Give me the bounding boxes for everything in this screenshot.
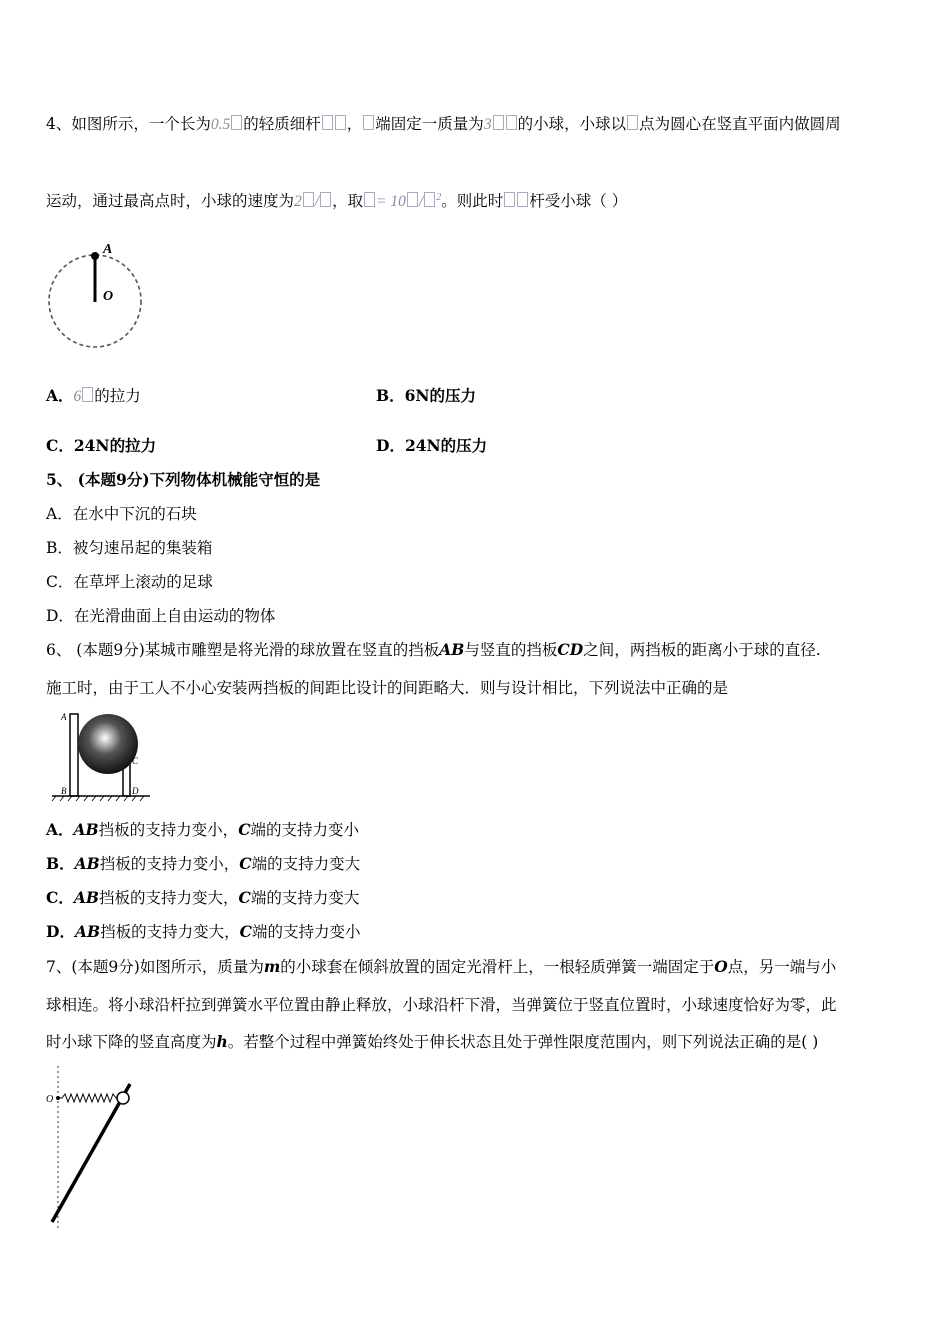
q5-option-d[interactable]: D．在光滑曲面上自由运动的物体 [46,607,276,625]
unit-box [82,387,93,402]
q5-header: 5、 (本题9分)下列物体机械能守恒的是 [46,470,321,489]
q7-o: O [714,957,728,976]
option-label: B． [46,854,75,873]
q7-line3 [46,1032,818,1052]
q5-option-a[interactable]: A．在水中下沉的石块 [46,505,197,523]
q4-slash: / [314,193,320,210]
q4-option-a[interactable] [46,386,141,407]
q6-option-a[interactable] [46,820,359,840]
q6-line2: 施工时，由于工人不小心安装两挡板的间距比设计的间距略大．则与设计相比，下列说法中正确的是 [46,679,729,697]
label-O: O [103,289,114,304]
q4-number: 4、 [46,115,72,133]
option-text: 端的支持力变大 [250,889,360,907]
option-label: D． [46,922,75,941]
unit-box [335,115,346,130]
option-text: 挡板的支持力变大， [98,889,239,907]
q6-text: 之间，两挡板的距离小于球的直径. [583,641,821,659]
q4-mass: 3 [483,116,492,133]
q7-h: h [216,1032,228,1051]
unit-box [320,192,331,207]
label-C: C [132,756,139,766]
q7-text: 7、(本题9分)如图所示，质量为 [46,958,264,976]
unit-box [303,192,314,207]
option-text: 挡板的支持力变小， [98,821,239,839]
option-text: 挡板的支持力变大， [100,923,240,941]
unit-box [517,192,528,207]
q7-line1 [46,957,836,977]
q7-text: 点，另一端与小 [727,958,837,976]
q4-circle-figure [40,236,150,356]
q6-figure [48,704,158,804]
option-ab: AB [74,854,100,873]
q4-line1 [46,114,841,135]
rod [52,1084,130,1222]
unit-box [407,192,418,207]
ball [91,252,99,260]
unit-box [364,192,375,207]
q6-cd: CD [557,640,584,659]
option-label: C． [46,888,74,907]
q4-line2: 运动，通过最高点时，小球的速度为2 / ，取 = 10 / $^2$。则此时 杆受小球（ ） [46,192,628,210]
q4-text: 杆受小球（ ） [529,192,628,210]
q4-option-b[interactable]: B．6N的压力 [376,386,477,405]
unit-box [424,192,435,207]
q6-text: 6、 (本题9分)某城市雕塑是将光滑的球放置在竖直的挡板 [46,641,440,659]
label-B: B [61,786,67,796]
ball [117,1092,129,1104]
q4-length: 0.5 [210,116,231,133]
q6-ab: AB [439,640,465,659]
option-text: 端的支持力变大 [251,855,361,873]
pivot-O [56,1096,60,1100]
q5-option-b[interactable]: B．被匀速吊起的集装箱 [46,539,213,557]
q4-option-d[interactable]: D．24N的压力 [376,436,488,455]
q4-text: 如图所示，一个长为 [71,115,211,133]
option-label: A． [46,386,74,405]
q4-text: ，取 [332,192,364,210]
unit-box [504,192,515,207]
option-ab: AB [73,820,99,839]
unit-box [231,115,242,130]
label-A: A [103,242,113,257]
q6-text: 与竖直的挡板 [464,641,558,659]
unit-box [363,115,374,130]
unit-box [322,115,333,130]
option-text: 挡板的支持力变小， [99,855,240,873]
q4-text: 的小球，小球以 [517,115,627,133]
q6-option-b[interactable] [46,854,360,874]
q7-figure [40,1064,150,1234]
option-text: 端的支持力变小 [250,821,360,839]
q4-text: 运动，通过最高点时，小球的速度为 [46,192,295,210]
q4-text: 的轻质细杆 [243,115,321,133]
option-value: 6 [73,388,82,405]
q7-m: m [263,957,281,976]
spring [58,1094,123,1102]
q7-text: 的小球套在倾斜放置的固定光滑杆上，一根轻质弹簧一端固定于 [280,958,715,976]
option-c: C [239,922,252,941]
unit-box [506,115,517,130]
q4-text: ， [346,115,363,133]
sphere [78,714,138,774]
label-A: A [61,712,67,722]
option-ab: AB [74,922,101,941]
option-text: 的拉力 [94,387,141,405]
q4-option-c[interactable]: C．24N的拉力 [46,436,157,455]
label-O: O [46,1094,54,1105]
q4-speed: 2 [294,193,302,210]
option-ab: AB [73,888,99,907]
q5-option-c[interactable]: C．在草坪上滚动的足球 [46,573,213,591]
q7-text: 。若整个过程中弹簧始终处于伸长状态且处于弹性限度范围内，则下列说法正确的是( ) [227,1033,819,1051]
q6-option-c[interactable] [46,888,359,908]
q4-text: 点为圆心在竖直平面内做圆周 [639,115,841,133]
option-c: C [239,854,252,873]
option-label: A． [46,820,74,839]
q4-text: 。则此时 [441,192,504,210]
option-text: 端的支持力变小 [251,923,361,941]
q6-option-d[interactable] [46,922,360,942]
option-c: C [238,888,251,907]
q4-text: 端固定一质量为 [375,115,484,133]
label-D: D [132,786,139,796]
q7-text: 时小球下降的竖直高度为 [46,1033,217,1051]
option-c: C [238,820,251,839]
plate-ab [70,714,78,796]
q7-line2: 球相连。将小球沿杆拉到弹簧水平位置由静止释放，小球沿杆下滑，当弹簧位于竖直位置时，小球速度恰好为零，此 [46,996,837,1014]
q4-g: = 10 [376,193,406,210]
q6-line1 [46,640,821,660]
unit-box [493,115,504,130]
unit-box [627,115,638,130]
